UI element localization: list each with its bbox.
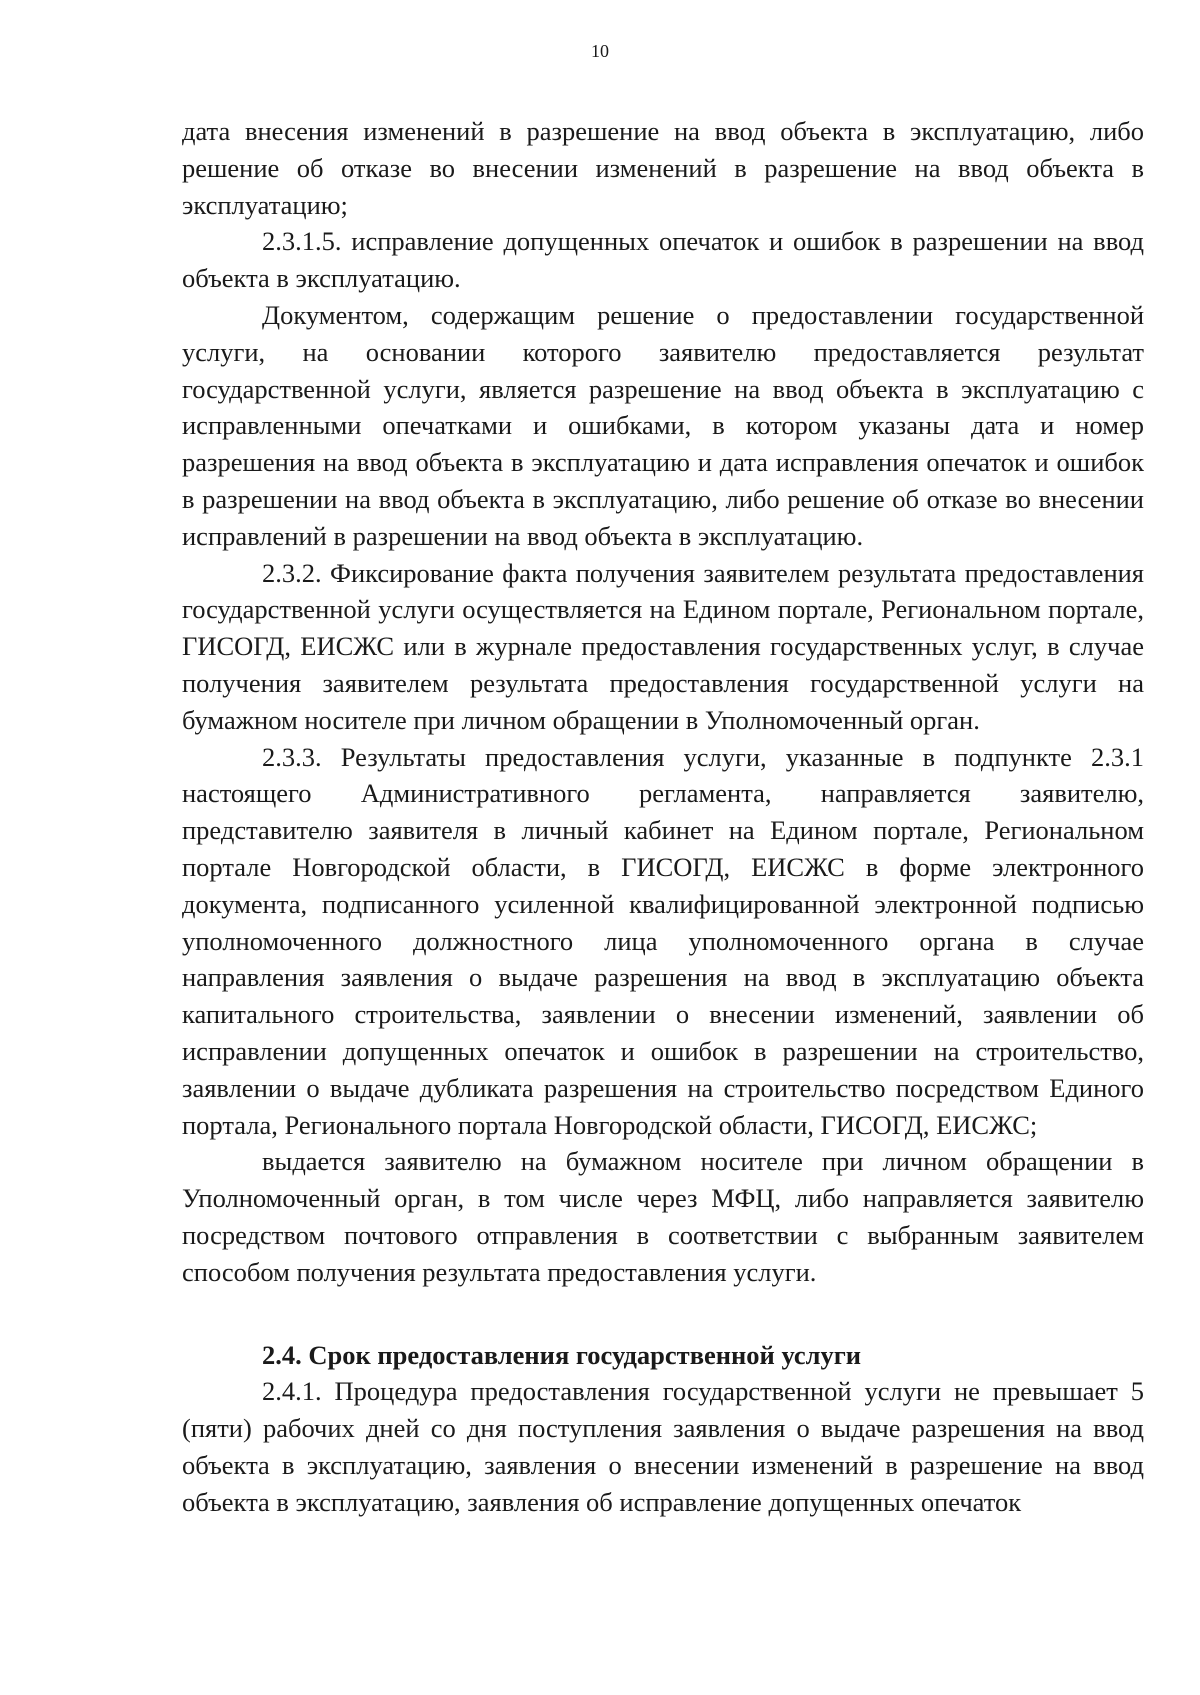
document-body [182, 113, 1144, 1520]
paragraph-issued-on-paper: выдается заявителю на бумажном носителе при личном обращении в Уполномоченный орган, в том числе через МФЦ, либо направляется заявителю посредством почтового отправления в соответствии с выбранным заявителем способом получения результата предоставления услуги. [182, 1146, 1144, 1287]
paragraph-2-3-3: 2.3.3. Результаты предоставления услуги, указанные в подпункте 2.3.1 настоящего Административного регламента, направляется заявителю, представителю заявителя в личный кабинет на Едином портале, Региональном портале Новгородской области, в ГИСОГД, ЕИСЖС в форме электронного документа, подписанного усиленной квалифицированной электронной подписью уполномоченного должностного лица уполномоченного органа в случае направления заявления о выдаче разрешения на ввод в эксплуатацию объекта капитального строительства, заявлении о внесении изменений, заявлении об исправлении допущенных опечаток и ошибок в разрешении на строительство, заявлении о выдаче дубликата разрешения на строительство посредством Единого портала, Регионального портала Новгородской области, ГИСОГД, ЕИСЖС; [182, 741, 1144, 1140]
paragraph-continuation: дата внесения изменений в разрешение на ввод объекта в эксплуатацию, либо решение об отказе во внесении изменений в разрешение на ввод объекта в эксплуатацию; [182, 116, 1144, 220]
paragraph-document-decision: Документом, содержащим решение о предоставлении государственной услуги, на основании которого заявителю предоставляется результат государственной услуги, является разрешение на ввод объекта в эксплуатацию с исправленными опечатками и ошибками, в котором указаны дата и номер разрешения на ввод объекта в эксплуатацию и дата исправления опечаток и ошибок в разрешении на ввод объекта в эксплуатацию, либо решение об отказе во внесении исправлений в разрешении на ввод объекта в эксплуатацию. [182, 299, 1144, 551]
page-number: 10 [591, 41, 609, 61]
section-heading-2-4: 2.4. Срок предоставления государственной услуги [262, 1339, 862, 1370]
paragraph-2-3-2: 2.3.2. Фиксирование факта получения заявителем результата предоставления государственной услуги осуществляется на Едином портале, Региональном портале, ГИСОГД, ЕИСЖС или в журнале предоставления государственных услуг, в случае получения заявителем результата предоставления государственной услуги на бумажном носителе при личном обращении в Уполномоченный орган. [182, 557, 1144, 735]
paragraph-2-3-1-5: 2.3.1.5. исправление допущенных опечаток и ошибок в разрешении на ввод объекта в эксплуатацию. [182, 226, 1144, 294]
paragraph-2-4-1: 2.4.1. Процедура предоставления государственной услуги не превышает 5 (пяти) рабочих дней со дня поступления заявления о выдаче разрешения на ввод объекта в эксплуатацию, заявления о внесении изменений в разрешение на ввод объекта в эксплуатацию, заявления об исправление допущенных опечаток [182, 1376, 1144, 1517]
